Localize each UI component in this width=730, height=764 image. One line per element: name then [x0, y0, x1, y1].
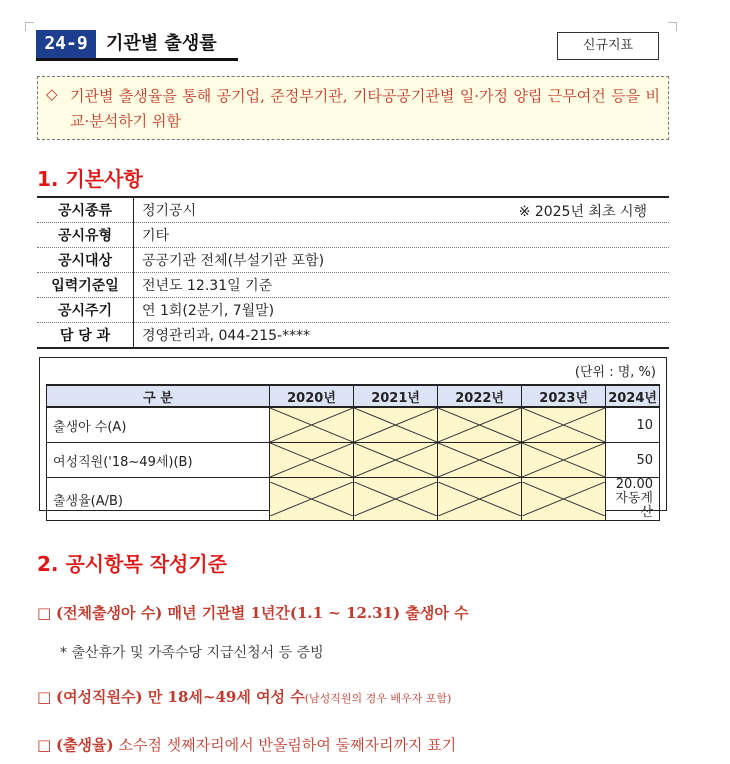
checkbox-icon: □	[37, 688, 52, 706]
column-header-year: 2022년	[438, 385, 522, 407]
section-title-basics: 1. 기본사항	[37, 167, 143, 191]
info-value	[134, 197, 670, 223]
info-value: 공공기관 전체(부설기관 포함)	[134, 248, 670, 273]
table-header-row	[47, 385, 660, 407]
row-label: 여성직원('18~49세)(B)	[47, 443, 270, 478]
row-label: 출생아 수(A)	[47, 407, 270, 443]
table-row	[47, 443, 660, 478]
auto-calc-note: 자동계산	[615, 491, 653, 520]
checkbox-icon: □	[37, 604, 52, 622]
info-value: 기타	[134, 223, 670, 248]
disabled-cell	[438, 407, 522, 443]
unit-label: (단위 : 명, %)	[574, 365, 656, 380]
info-value: 전년도 12.31일 기준	[134, 273, 670, 298]
section-title-criteria: 2. 공시항목 작성기준	[37, 552, 227, 576]
info-value: 경영관리과, 044-215-****	[134, 323, 670, 349]
info-label: 담 당 과	[37, 323, 134, 349]
disabled-cell	[522, 478, 606, 521]
disabled-cell	[354, 407, 438, 443]
criteria-subtext: (남성직원의 경우 배우자 포함)	[304, 692, 452, 705]
info-value-text: 정기공시	[142, 203, 197, 219]
rate-cell-2024	[606, 478, 660, 521]
disclosure-form-table	[39, 357, 667, 520]
criteria-item	[37, 734, 456, 755]
value-cell-2024[interactable]: 50	[606, 443, 660, 478]
info-row	[37, 298, 669, 323]
info-row	[37, 197, 669, 223]
criteria-text: (전체출생아 수) 매년 기관별 1년간(1.1 ~ 12.31) 출생아 수	[55, 604, 469, 622]
page-corner-mark-right	[668, 22, 677, 31]
birth-rate-value: 20.00	[615, 477, 653, 492]
indicator-number: 24-9	[36, 30, 96, 58]
disabled-cell	[438, 443, 522, 478]
info-label: 공시유형	[37, 223, 134, 248]
disabled-cell	[438, 478, 522, 521]
info-row	[37, 323, 669, 349]
criteria-footnote: * 출산휴가 및 가족수당 지급신청서 등 증빙	[60, 645, 324, 661]
info-row	[37, 223, 669, 248]
table-row	[47, 478, 660, 521]
disabled-cell	[354, 478, 438, 521]
disabled-cell	[270, 443, 354, 478]
criteria-subtext: 소수점 셋째자리에서 반올림하여 둘째자리까지 표기	[113, 736, 457, 754]
value-cell-2024[interactable]: 10	[606, 407, 660, 443]
table-row	[47, 407, 660, 443]
disabled-cell	[270, 478, 354, 521]
disabled-cell	[522, 407, 606, 443]
info-label: 입력기준일	[37, 273, 134, 298]
disabled-cell	[522, 443, 606, 478]
criteria-text: (여성직원수) 만 18세~49세 여성 수	[55, 688, 305, 706]
column-header-year: 2024년	[606, 385, 660, 407]
birth-rate-table	[46, 384, 660, 521]
info-row	[37, 248, 669, 273]
indicator-title: 기관별 출생률	[106, 33, 217, 54]
row-label: 출생율(A/B)	[47, 478, 270, 521]
info-value: 연 1회(2분기, 7월말)	[134, 298, 670, 323]
column-header-year: 2021년	[354, 385, 438, 407]
column-header-category: 구 분	[47, 385, 270, 407]
info-label: 공시종류	[37, 197, 134, 223]
diamond-icon: ◇	[46, 85, 58, 103]
disabled-cell	[354, 443, 438, 478]
info-row	[37, 273, 669, 298]
column-header-year: 2023년	[522, 385, 606, 407]
info-label: 공시대상	[37, 248, 134, 273]
disabled-cell	[270, 407, 354, 443]
info-label: 공시주기	[37, 298, 134, 323]
criteria-item	[37, 602, 469, 623]
checkbox-icon: □	[37, 736, 52, 754]
criteria-item	[37, 686, 451, 707]
page-corner-mark-left	[25, 22, 34, 31]
criteria-text: (출생율)	[55, 736, 114, 754]
new-indicator-badge: 신규지표	[557, 32, 659, 60]
first-implementation-note: ※ 2025년 최초 시행	[518, 204, 647, 220]
purpose-note	[37, 76, 669, 140]
purpose-text: 기관별 출생율을 통해 공기업, 준정부기관, 기타공공기관별 일·가정 양립 근무여건 등을 비교·분석하기 위함	[70, 87, 660, 130]
indicator-header	[36, 30, 238, 61]
basic-info-table	[37, 196, 669, 349]
column-header-year: 2020년	[270, 385, 354, 407]
